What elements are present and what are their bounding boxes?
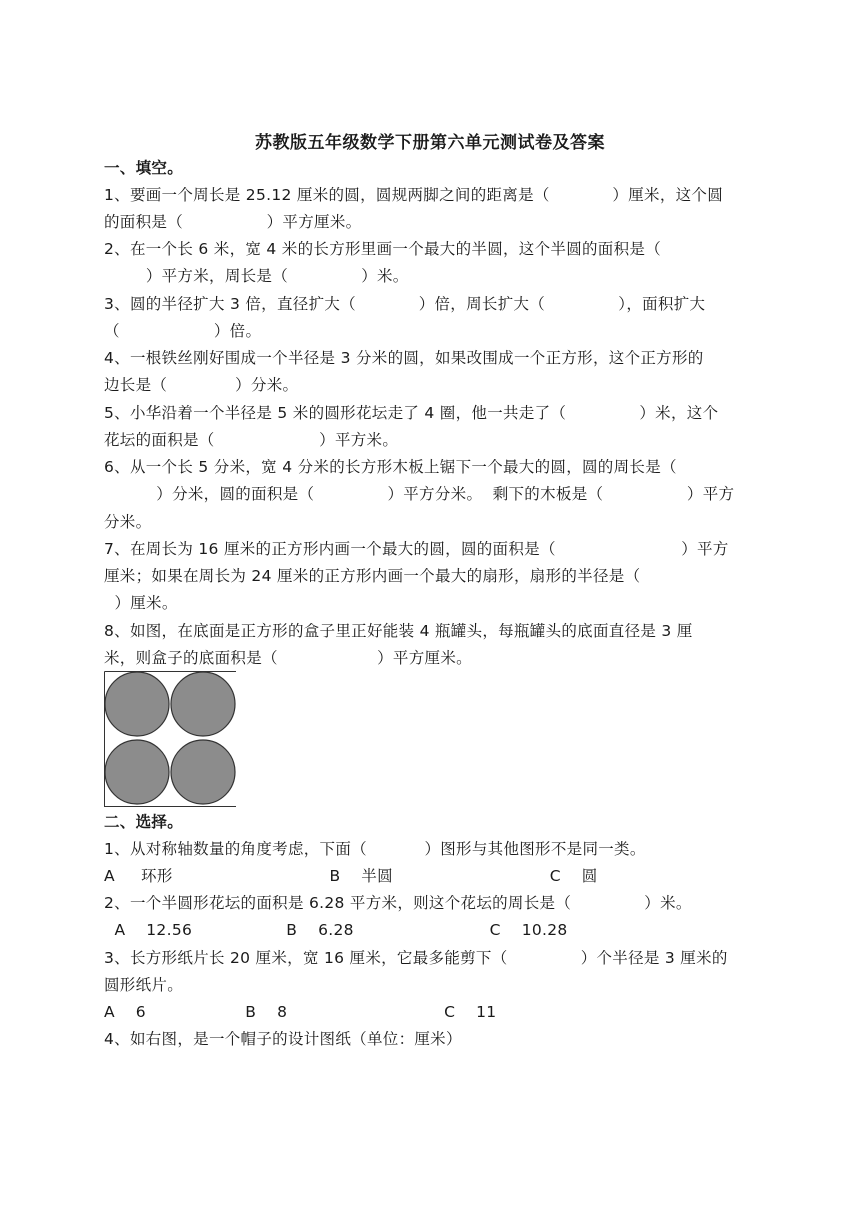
question-line: 4、如右图，是一个帽子的设计图纸（单位：厘米）	[104, 1030, 462, 1048]
question-line: 2、一个半圆形花坛的面积是 6.28 平方米，则这个花坛的周长是（ ）米。	[104, 894, 692, 912]
question-line: 3、长方形纸片长 20 厘米，宽 16 厘米，它最多能剪下（ ）个半径是 3 厘米的	[104, 949, 728, 967]
question-line: ）分米，圆的面积是（ ）平方分米。 剩下的木板是（ ）平方	[104, 485, 735, 503]
option-line: A 环形 B 半圆 C 圆	[104, 867, 598, 885]
page-title: 苏教版五年级数学下册第六单元测试卷及答案	[255, 133, 605, 153]
question-line: ）平方米，周长是（ ）米。	[104, 267, 409, 285]
question-line: 4、一根铁丝刚好围成一个半径是 3 分米的圆，如果改围成一个正方形，这个正方形的	[104, 349, 704, 367]
can-circle	[171, 672, 235, 736]
question-line: 5、小华沿着一个半径是 5 米的圆形花坛走了 4 圈，他一共走了（ ）米，这个	[104, 404, 719, 422]
question-line: 分米。	[104, 513, 152, 531]
question-line: 花坛的面积是（ ）平方米。	[104, 431, 399, 449]
section-heading-fill-in: 一、填空。	[104, 159, 184, 177]
can-circle	[105, 672, 169, 736]
question-line: 3、圆的半径扩大 3 倍，直径扩大（ ）倍，周长扩大（ ），面积扩大	[104, 295, 706, 313]
four-cans-box-figure	[104, 671, 238, 807]
option-line: A 12.56 B 6.28 C 10.28	[104, 921, 568, 939]
can-circle	[105, 740, 169, 804]
question-line: 1、从对称轴数量的角度考虑，下面（ ）图形与其他图形不是同一类。	[104, 840, 646, 858]
question-line: 6、从一个长 5 分米，宽 4 分米的长方形木板上锯下一个最大的圆，圆的周长是（	[104, 458, 677, 476]
question-line: 2、在一个长 6 米，宽 4 米的长方形里画一个最大的半圆，这个半圆的面积是（	[104, 240, 661, 258]
question-line: （ ）倍。	[104, 322, 262, 340]
question-line: 的面积是（ ）平方厘米。	[104, 213, 362, 231]
can-circle	[171, 740, 235, 804]
question-line: 米，则盒子的底面积是（ ）平方厘米。	[104, 649, 472, 667]
question-line: 1、要画一个周长是 25.12 厘米的圆，圆规两脚之间的距离是（ ）厘米，这个圆	[104, 186, 724, 204]
question-line: ）厘米。	[104, 594, 178, 612]
question-line: 圆形纸片。	[104, 976, 184, 994]
option-line: A 6 B 8 C 11	[104, 1003, 497, 1021]
question-line: 边长是（ ）分米。	[104, 376, 299, 394]
question-line: 8、如图，在底面是正方形的盒子里正好能装 4 瓶罐头，每瓶罐头的底面直径是 3 厘	[104, 622, 693, 640]
question-line: 厘米；如果在周长为 24 厘米的正方形内画一个最大的扇形，扇形的半径是（	[104, 567, 641, 585]
section-heading-choice: 二、选择。	[104, 813, 184, 831]
question-line: 7、在周长为 16 厘米的正方形内画一个最大的圆，圆的面积是（ ）平方	[104, 540, 729, 558]
